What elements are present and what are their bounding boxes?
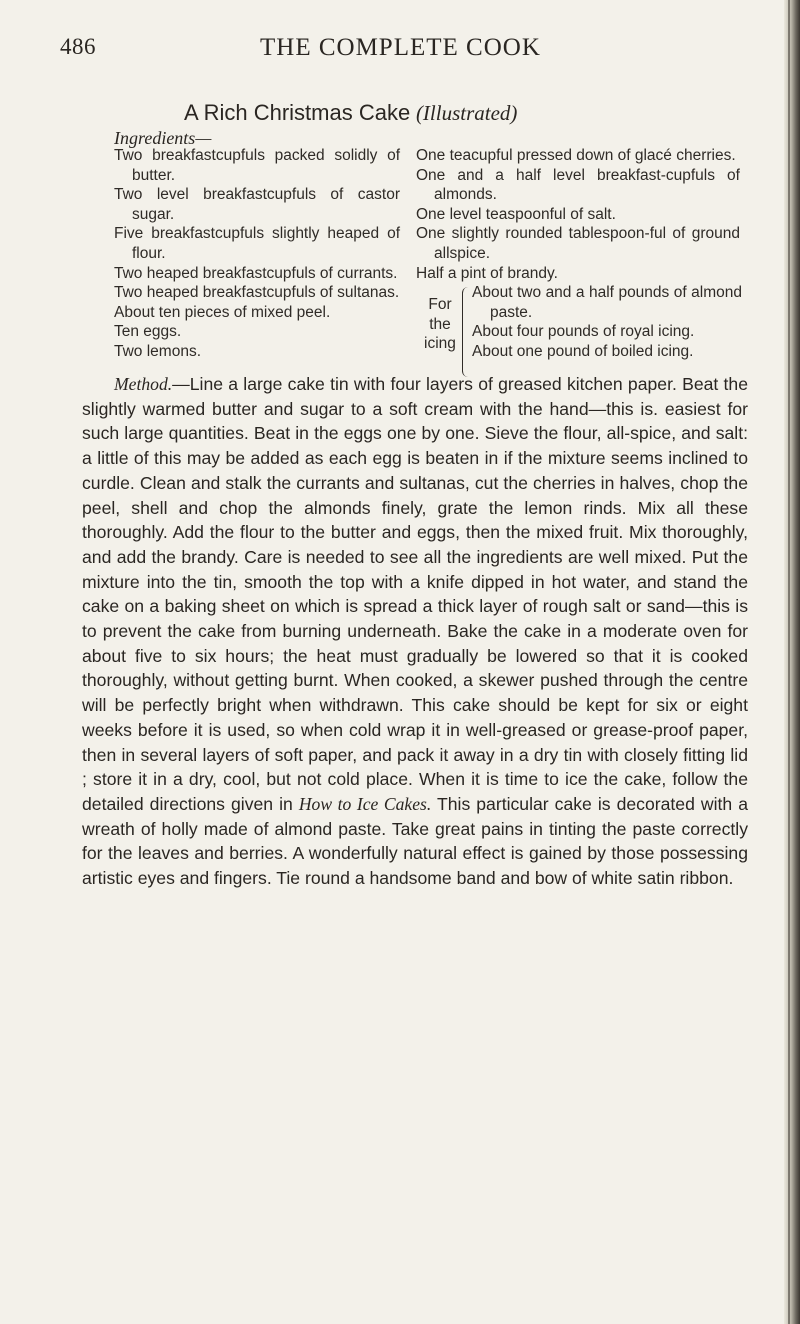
ingredient-item: One and a half level breakfast-cupfuls of almonds. <box>416 166 740 204</box>
ingredient-item: Two level breakfastcupfuls of castor sugar. <box>114 186 400 223</box>
ingredients-right-column <box>416 146 740 381</box>
running-head: THE COMPLETE COOK <box>260 34 541 61</box>
icing-item: About four pounds of royal icing. <box>472 323 695 341</box>
icing-label <box>416 295 464 354</box>
method-label: Method. <box>114 374 173 394</box>
ingredient-item: Half a pint of brandy. <box>416 264 558 282</box>
page-header <box>60 34 750 74</box>
icing-item: About two and a half pounds of almond paste. <box>472 284 742 321</box>
ingredient-item: Five breakfastcupfuls slightly heaped of flour. <box>114 225 400 262</box>
ingredients-label: Ingredients— <box>114 128 212 148</box>
ingredient-item: Ten eggs. <box>114 323 182 341</box>
recipe-title <box>184 100 517 126</box>
ingredients-left-column <box>114 146 400 362</box>
ingredient-item: Two heaped breakfastcupfuls of currants. <box>114 264 398 282</box>
page-edge-shadow <box>784 0 800 1324</box>
ingredient-item: Two lemons. <box>114 342 202 360</box>
method-dash: — <box>172 374 190 394</box>
ingredient-item: One level teaspoonful of salt. <box>416 205 616 223</box>
icing-items <box>472 283 742 361</box>
recipe-title-note: (Illustrated) <box>415 101 518 125</box>
method-paragraph <box>82 372 748 891</box>
ingredient-item: One teacupful pressed down of glacé cherries. <box>416 147 736 164</box>
method-text-2: This particular cake is decorated with a wreath of holly made of almond paste. Take great pains in tinting the paste correctly for the leaves and berries. A wonderfully natural effect is gained by those possessing artistic eyes and fingers. Tie round a handsome band and bow of white satin ribbon. <box>82 793 748 889</box>
ingredient-item: One slightly rounded tablespoon-ful of ground allspice. <box>416 225 740 262</box>
method-reference: How to Ice Cakes. <box>298 793 432 814</box>
icing-label-line: For <box>428 296 452 314</box>
ingredient-item: About ten pieces of mixed peel. <box>114 303 331 321</box>
page-edge-line <box>788 0 790 1324</box>
icing-label-line: icing <box>424 335 456 353</box>
icing-label-line: the <box>429 315 451 333</box>
icing-brace <box>462 287 471 377</box>
method-text-1: Line a large cake tin with four layers of greased kitchen paper. Beat the slightly warmed butter and sugar to a soft cream with the hand—this is. easiest for such large quantities. Beat in the eggs one by one. Sieve the flour, all-spice, and salt: a little of this may be added as each egg is beaten in if the mixture seems inclined to curdle. Clean and stalk the currants and sultanas, cut the cherries in halves, chop the peel, shell and chop the almonds finely, grate the lemon rinds. Mix all these thoroughly. Add the flour to the butter and eggs, then the mixed fruit. Mix thoroughly, and add the brandy. Care is needed to see all the ingredients are well mixed. Put the mixture into the tin, smooth the top with a knife dipped in hot water, and stand the cake on a baking sheet on which is spread a thick layer of rough salt or sand—this is to prevent the cake from burning underneath. Bake the cake in a moderate oven for about five to six hours; the heat must gradually be lowered so that it is cooked thoroughly, without getting burnt. When cooked, a skewer pushed through the centre will be perfectly bright when withdrawn. This cake should be kept for six or eight weeks before it is used, so when cold wrap it in well-greased or grease-proof paper, then in several layers of soft paper, and pack it away in a dry tin with closely fitting lid ; store it in a dry, cool, but not cold place. When it is time to ice the cake, follow the detailed directions given in <box>82 374 748 814</box>
page-number: 486 <box>60 34 96 59</box>
icing-item: About one pound of boiled icing. <box>472 342 694 360</box>
ingredient-item: Two breakfastcupfuls packed solidly of butter. <box>114 147 400 184</box>
ingredient-item: Two heaped breakfastcupfuls of sultanas. <box>114 284 400 302</box>
recipe-title-text: A Rich Christmas Cake <box>184 100 411 125</box>
icing-group <box>416 283 740 381</box>
